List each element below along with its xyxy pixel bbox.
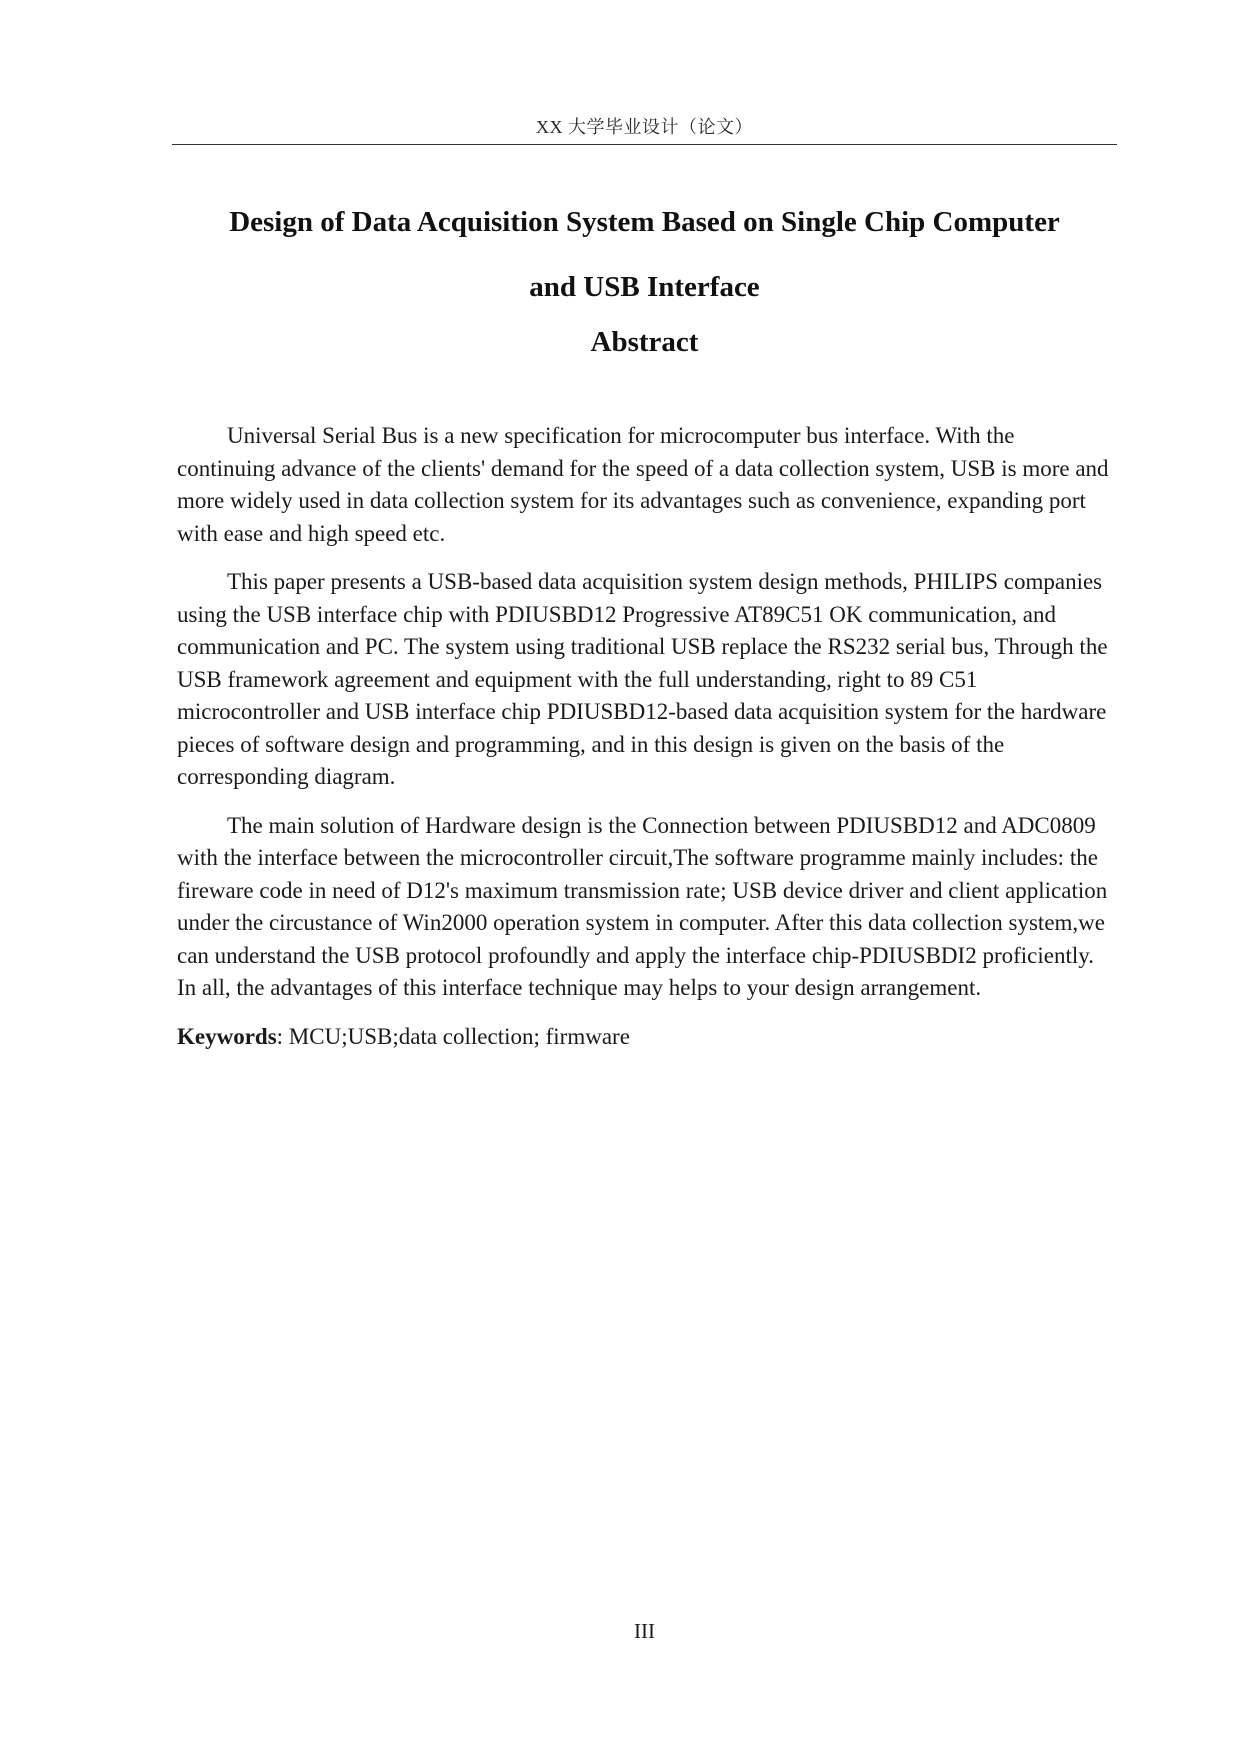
abstract-paragraph-1: Universal Serial Bus is a new specification for microcomputer bus interface. With the continuing advance of the clients' demand for the speed of a data collection system, USB is more and more widely used in data collection system for its advantages such as convenience, expanding port with ease and high speed etc.	[177, 423, 1109, 546]
page-number: III	[634, 1619, 655, 1643]
keywords-line	[177, 1021, 1117, 1054]
abstract-body	[177, 420, 1117, 1053]
paper-title-line-2: and USB Interface	[529, 271, 760, 303]
paper-title-line-1: Design of Data Acquisition System Based on Single Chip Computer	[229, 206, 1060, 238]
running-header: XX 大学毕业设计（论文）	[536, 117, 753, 137]
keywords-text: : MCU;USB;data collection; firmware	[276, 1023, 630, 1049]
paper-title	[172, 190, 1117, 320]
abstract-paragraph-2: This paper presents a USB-based data acquisition system design methods, PHILIPS companies using the USB interface chip with PDIUSBD12 Progressive AT89C51 OK communication, and communication and PC. The system using traditional USB replace the RS232 serial bus, Through the USB framework agreement and equipment with the full understanding, right to 89 C51 microcontroller and USB interface chip PDIUSBD12-based data acquisition system for the hardware pieces of software design and programming, and in this design is given on the basis of the corresponding diagram.	[177, 569, 1108, 789]
abstract-heading: Abstract	[590, 326, 699, 358]
abstract-paragraph-3: The main solution of Hardware design is the Connection between PDIUSBD12 and ADC0809 with the interface between the microcontroller circuit,The software programme mainly includes: the fireware code in need of D12's maximum transmission rate; USB device driver and client application under the circustance of Win2000 operation system in computer. After this data collection system,we can understand the USB protocol profoundly and apply the interface chip-PDIUSBDI2 proficiently. In all, the advantages of this interface technique may helps to your design arrangement.	[177, 812, 1108, 1000]
header-rule	[172, 144, 1117, 145]
keywords-label: Keywords	[177, 1023, 277, 1049]
